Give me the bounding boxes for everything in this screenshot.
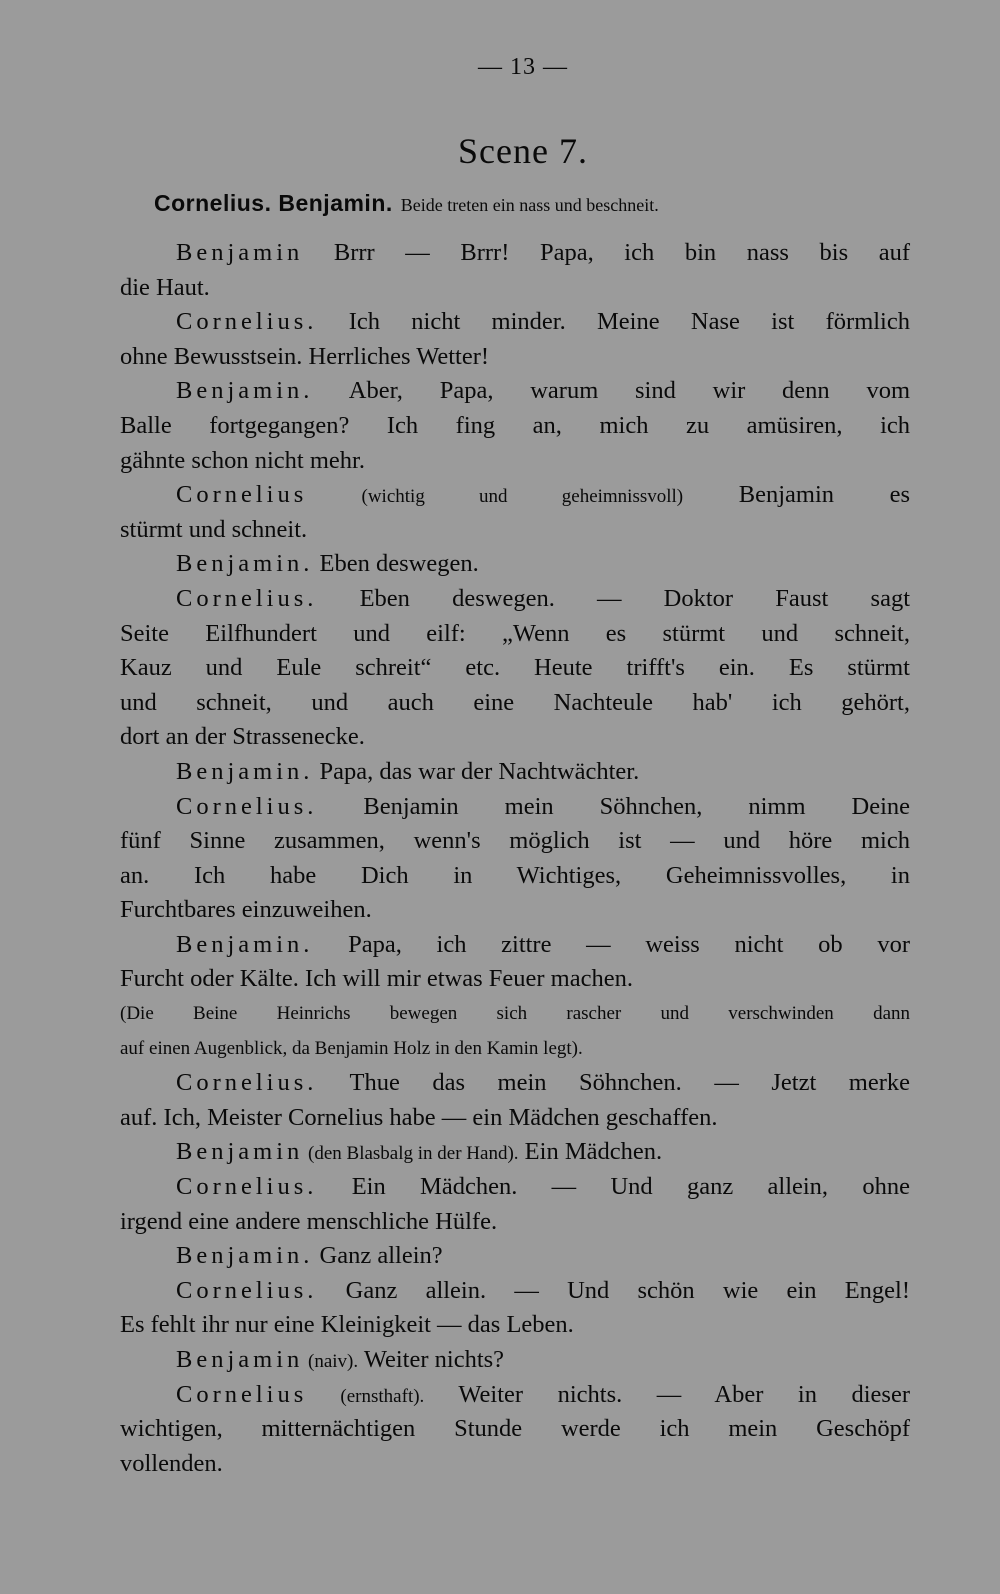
speaker-name: Cornelius. bbox=[176, 308, 318, 336]
stage-direction: (Die Beine Heinrichs bewegen sich rascher und verschwinden dann bbox=[120, 1003, 910, 1025]
line-text: Kauz und Eule schreit“ etc. Heute trifft's ein. Es stürmt bbox=[120, 654, 910, 682]
text-line bbox=[120, 582, 910, 617]
line-text: an. Ich habe Dich in Wichtiges, Geheimnissvolles, in bbox=[120, 861, 910, 889]
speaker-name: Benjamin bbox=[176, 1346, 304, 1373]
text-line bbox=[120, 928, 910, 963]
line-text: Papa, das war der Nachtwächter. bbox=[313, 757, 640, 785]
line-text: und schneit, und auch eine Nachteule hab' ich gehört, bbox=[120, 688, 910, 716]
text-line bbox=[120, 444, 910, 479]
text-line bbox=[120, 1308, 910, 1343]
text-line bbox=[120, 617, 910, 652]
line-text: vollenden. bbox=[120, 1449, 223, 1477]
text-line bbox=[120, 340, 910, 375]
speaker-name: Cornelius bbox=[176, 481, 308, 509]
text-line bbox=[120, 1274, 910, 1309]
line-text: Eben deswegen. — Doktor Faust sagt bbox=[317, 584, 910, 612]
text-line bbox=[120, 651, 910, 686]
stage-direction: (wichtig und geheimnissvoll) bbox=[307, 486, 684, 508]
text-line bbox=[120, 1101, 910, 1136]
text-line bbox=[120, 513, 910, 548]
text-line bbox=[120, 1447, 910, 1482]
line-text: Benjamin es bbox=[683, 481, 910, 509]
text-line bbox=[120, 859, 910, 894]
speaker-name: Cornelius bbox=[176, 1380, 308, 1408]
stage-direction: (ernsthaft). bbox=[307, 1385, 425, 1407]
line-text: irgend eine andere menschliche Hülfe. bbox=[120, 1207, 498, 1235]
cast-direction: Beide treten ein nass und beschneit. bbox=[400, 195, 659, 215]
text-line bbox=[120, 893, 910, 928]
line-text: Thue das mein Söhnchen. — Jetzt merke bbox=[317, 1069, 910, 1097]
line-text: Es fehlt ihr nur eine Kleinigkeit — das Leben. bbox=[120, 1311, 574, 1339]
text-line bbox=[120, 1378, 910, 1413]
text-line bbox=[120, 997, 910, 1032]
line-text: auf. Ich, Meister Cornelius habe — ein Mädchen geschaffen. bbox=[120, 1103, 718, 1131]
text-line bbox=[120, 1343, 910, 1378]
speaker-name: Cornelius. bbox=[176, 1276, 318, 1304]
speaker-name: Benjamin bbox=[176, 239, 304, 266]
line-text: ohne Bewusstsein. Herrliches Wetter! bbox=[120, 342, 490, 370]
page-number: — 13 — bbox=[478, 54, 568, 80]
line-text: gähnte schon nicht mehr. bbox=[120, 446, 365, 474]
text-line bbox=[120, 1412, 910, 1447]
line-text: Furchtbares einzuweihen. bbox=[120, 896, 372, 924]
text-line bbox=[120, 1032, 910, 1067]
stage-direction: auf einen Augenblick, da Benjamin Holz in den Kamin legt). bbox=[120, 1037, 583, 1059]
line-text: Aber, Papa, warum sind wir denn vom bbox=[313, 377, 910, 405]
text-line bbox=[120, 1239, 910, 1274]
text-line bbox=[120, 824, 910, 859]
line-text: fünf Sinne zusammen, wenn's möglich ist — und höre mich bbox=[120, 827, 910, 855]
text-line bbox=[120, 755, 910, 790]
speaker-name: Benjamin. bbox=[176, 377, 314, 405]
text-line bbox=[120, 790, 910, 825]
line-text: Ich nicht minder. Meine Nase ist förmlich bbox=[317, 308, 910, 336]
speaker-name: Cornelius. bbox=[176, 584, 318, 612]
text-line bbox=[120, 686, 910, 721]
line-text: wichtigen, mitternächtigen Stunde werde ich mein Geschöpf bbox=[120, 1415, 910, 1443]
text-line bbox=[120, 374, 910, 409]
text-line bbox=[120, 478, 910, 513]
text-line bbox=[120, 1170, 910, 1205]
speaker-name: Benjamin bbox=[176, 1138, 304, 1166]
line-text: Benjamin mein Söhnchen, nimm Deine bbox=[317, 792, 910, 820]
line-text: stürmt und schneit. bbox=[120, 515, 308, 543]
text-line bbox=[120, 1066, 910, 1101]
text-line bbox=[120, 1135, 910, 1170]
line-text: Ein Mädchen. — Und ganz allein, ohne bbox=[317, 1173, 910, 1201]
speaker-name: Benjamin. bbox=[176, 757, 314, 785]
text-line bbox=[120, 409, 910, 444]
text-line bbox=[120, 1205, 910, 1240]
text-line bbox=[120, 962, 910, 997]
text-line bbox=[120, 720, 910, 755]
speaker-name: Benjamin. bbox=[176, 930, 314, 958]
line-text: Brrr — Brrr! Papa, ich bin nass bis auf bbox=[303, 239, 910, 266]
line-text: Weiter nichts. — Aber in dieser bbox=[424, 1380, 910, 1408]
cast-names: Cornelius. Benjamin. bbox=[154, 190, 393, 216]
line-text: dort an der Strassenecke. bbox=[120, 723, 365, 751]
speaker-name: Benjamin. bbox=[176, 550, 314, 578]
text-line bbox=[120, 547, 910, 582]
line-text: die Haut. bbox=[120, 273, 210, 301]
line-text: Balle fortgegangen? Ich fing an, mich zu amüsiren, ich bbox=[120, 411, 910, 439]
scene-title: Scene 7. bbox=[458, 131, 588, 171]
cast-line bbox=[154, 190, 659, 217]
line-text: Weiter nichts? bbox=[358, 1346, 505, 1373]
text-line bbox=[120, 271, 910, 306]
text-line bbox=[120, 236, 910, 271]
speaker-name: Benjamin. bbox=[176, 1242, 314, 1270]
line-text: Ganz allein? bbox=[313, 1242, 443, 1270]
text-line bbox=[120, 305, 910, 340]
speaker-name: Cornelius. bbox=[176, 1069, 318, 1097]
speaker-name: Cornelius. bbox=[176, 1173, 318, 1201]
line-text: Furcht oder Kälte. Ich will mir etwas Feuer machen. bbox=[120, 965, 633, 993]
line-text: Ein Mädchen. bbox=[518, 1138, 663, 1166]
line-text: Eben deswegen. bbox=[313, 550, 479, 578]
stage-direction: (naiv). bbox=[303, 1351, 359, 1372]
stage-direction: (den Blasbalg in der Hand). bbox=[303, 1143, 519, 1165]
dialogue-text bbox=[120, 236, 910, 1481]
line-text: Seite Eilfhundert und eilf: „Wenn es stürmt und schneit, bbox=[120, 619, 910, 647]
line-text: Papa, ich zittre — weiss nicht ob vor bbox=[313, 930, 910, 958]
line-text: Ganz allein. — Und schön wie ein Engel! bbox=[317, 1276, 910, 1304]
speaker-name: Cornelius. bbox=[176, 792, 318, 820]
